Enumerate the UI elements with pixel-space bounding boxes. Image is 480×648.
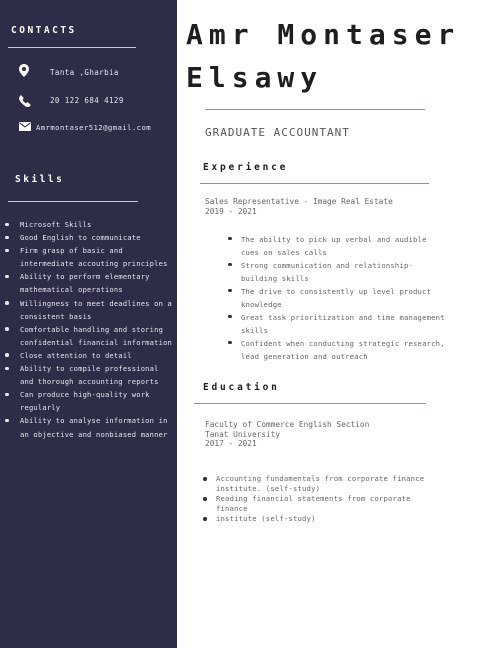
contact-location: Tanta ,Gharbia [50,68,119,77]
skill-item: Firm grasp of basic and intermediate accouting principles [0,244,175,270]
contacts-divider [8,47,136,48]
skill-item: Can produce high-quality work regularly [0,388,175,414]
contact-email[interactable]: Amrmontaser512@gmail.com [36,123,152,132]
mail-icon [19,122,31,131]
skill-item: Close attention to detail [0,349,175,362]
skill-item: Ability to perform elementary mathematical operations [0,270,175,296]
experience-bullet: The ability to pick up verbal and audible cues on sales calls [241,233,446,259]
skill-item: Ability to analyse information in an objective and nonbiased manner [0,414,175,440]
experience-heading: Experience [203,162,289,173]
skill-item: Ability to compile professional and thorough accounting reports [0,362,175,388]
experience-dates: 2019 - 2021 [205,207,257,216]
contact-phone: 20 122 684 4129 [50,96,124,105]
education-school: Faculty of Commerce English Section [205,420,370,429]
experience-role: Sales Representative - Image Real Estate [205,197,393,206]
skill-item: Good English to communicate [0,231,175,244]
education-heading: Education [203,382,280,393]
experience-divider [200,183,429,184]
location-pin-icon [19,64,29,77]
education-bullet: Accounting fundamentals from corporate finance institute. (self-study) [216,474,425,493]
skill-item: Microsoft Skills [0,218,175,231]
experience-bullet: Strong communication and relationship-building skills [241,259,446,285]
education-divider [194,403,426,404]
name-line-2: Elsawy [186,61,324,94]
experience-bullets [241,233,446,363]
name-line-1: Amr Montaser [186,18,461,51]
sidebar [0,0,177,648]
education-bullet: institute (self-study) [216,514,426,524]
experience-bullet: The drive to consistently up level product knowledge [241,285,446,311]
job-title: GRADUATE ACCOUNTANT [205,126,350,139]
phone-icon [19,95,31,107]
education-dates: 2017 - 2021 [205,439,257,448]
contacts-heading: CONTACTS [11,25,77,36]
skills-heading: Skills [15,174,65,185]
skills-list [0,218,175,441]
skill-item: Comfortable handling and storing confidential financial information [0,323,175,349]
education-bullets [216,474,426,524]
experience-bullet: Confident when conducting strategic research, lead generation and outreach [241,339,445,361]
education-bullet: Reading financial statements from corporate finance [216,494,426,513]
experience-bullet: Great task prioritization and time management skills [241,313,445,335]
name-divider [205,109,425,110]
skill-item: Willingness to meet deadlines on a consistent basis [0,297,175,323]
skills-divider [8,201,138,202]
education-university: Tanat University [205,430,281,439]
